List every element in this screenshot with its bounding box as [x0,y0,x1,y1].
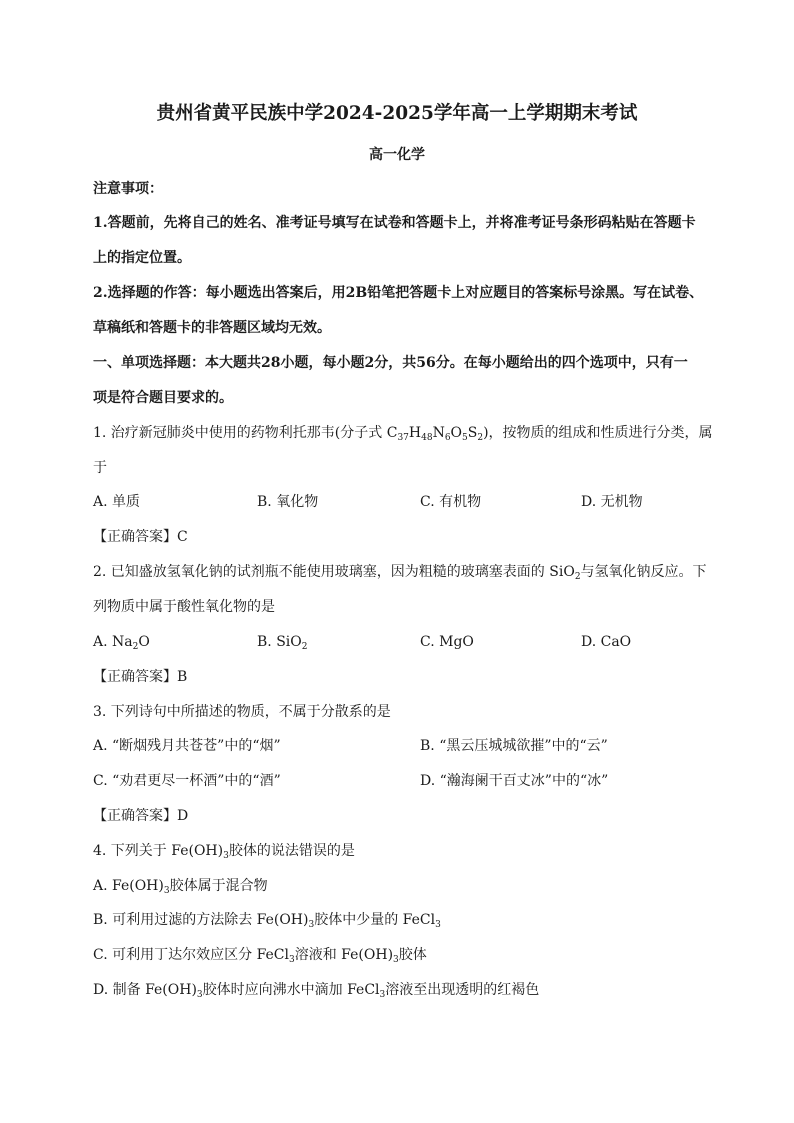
question-2-option-c[interactable]: C. MgO [420,634,474,650]
question-1-stem: 1. 治疗新冠肺炎中使用的药物利托那韦(分子式 $C_{37}H_{48}N_6O_5S_2$)，按物质的组成和性质进行分类，属 [93,425,713,443]
question-4-option-c[interactable]: C. 可利用丁达尔效应区分 FeCl$_3$溶液和 $Fe(OH)_3$胶体 [93,947,427,965]
question-3-option-c[interactable]: C. “劝君更尽一杯酒”中的“酒” [93,773,281,789]
question-2-stem: 2. 已知盛放氢氧化钠的试剂瓶不能使用玻璃塞，因为粗糙的玻璃塞表面的 SiO$_2$与氢氧化钠反应。下 [93,564,707,582]
question-1-stem-cont: 于 [93,460,107,476]
question-3-stem: 3. 下列诗句中所描述的物质，不属于分散系的是 [93,704,391,720]
question-4-stem: 4. 下列关于 $Fe(OH)_3$胶体的说法错误的是 [93,843,355,861]
question-1-answer: 【正确答案】C [93,529,188,545]
section-heading-cont: 项是符合题目要求的。 [93,390,233,406]
question-2-option-d[interactable]: D. CaO [581,634,632,650]
notice-heading: 注意事项： [93,181,163,197]
exam-subject: 高一化学 [369,147,425,163]
question-2-option-b[interactable]: B. SiO$_2$ [257,634,308,652]
question-3-option-d[interactable]: D. “瀚海阑干百丈冰”中的“冰” [420,773,609,789]
question-3-answer: 【正确答案】D [93,808,189,824]
section-heading: 一、单项选择题：本大题共28小题，每小题2分，共56分。在每小题给出的四个选项中，只有一 [93,355,688,371]
notice-item-2: 2.选择题的作答：每小题选出答案后，用2B铅笔把答题卡上对应题目的答案标号涂黑。写在试卷、 [93,285,704,301]
question-2-stem-cont: 列物质中属于酸性氧化物的是 [93,599,275,615]
question-4-option-b[interactable]: B. 可利用过滤的方法除去 $Fe(OH)_3$胶体中少量的 FeCl$_3$ [93,912,441,930]
notice-item-1-cont: 上的指定位置。 [93,250,191,266]
question-1-option-c[interactable]: C. 有机物 [420,494,482,510]
question-2-answer: 【正确答案】B [93,669,188,685]
question-1-option-d[interactable]: D. 无机物 [581,494,643,510]
question-4-option-d[interactable]: D. 制备 $Fe(OH)_3$胶体时应向沸水中滴加 FeCl$_3$溶液至出现透明的红褐色 [93,982,540,1000]
question-3-option-a[interactable]: A. “断烟残月共苍苍”中的“烟” [93,738,281,754]
question-1-option-b[interactable]: B. 氧化物 [257,494,319,510]
question-4-option-a[interactable]: A. $Fe(OH)_3$胶体属于混合物 [93,878,268,896]
exam-title: 贵州省黄平民族中学2024-2025学年高一上学期期末考试 [156,103,638,124]
question-3-option-b[interactable]: B. “黑云压城城欲摧”中的“云” [420,738,608,754]
notice-item-2-cont: 草稿纸和答题卡的非答题区域均无效。 [93,320,331,336]
question-2-option-a[interactable]: A. $Na_2O$ [93,634,150,652]
notice-item-1: 1.答题前，先将自己的姓名、准考证号填写在试卷和答题卡上，并将准考证号条形码粘贴在答题卡 [93,215,696,231]
question-1-option-a[interactable]: A. 单质 [93,494,141,510]
